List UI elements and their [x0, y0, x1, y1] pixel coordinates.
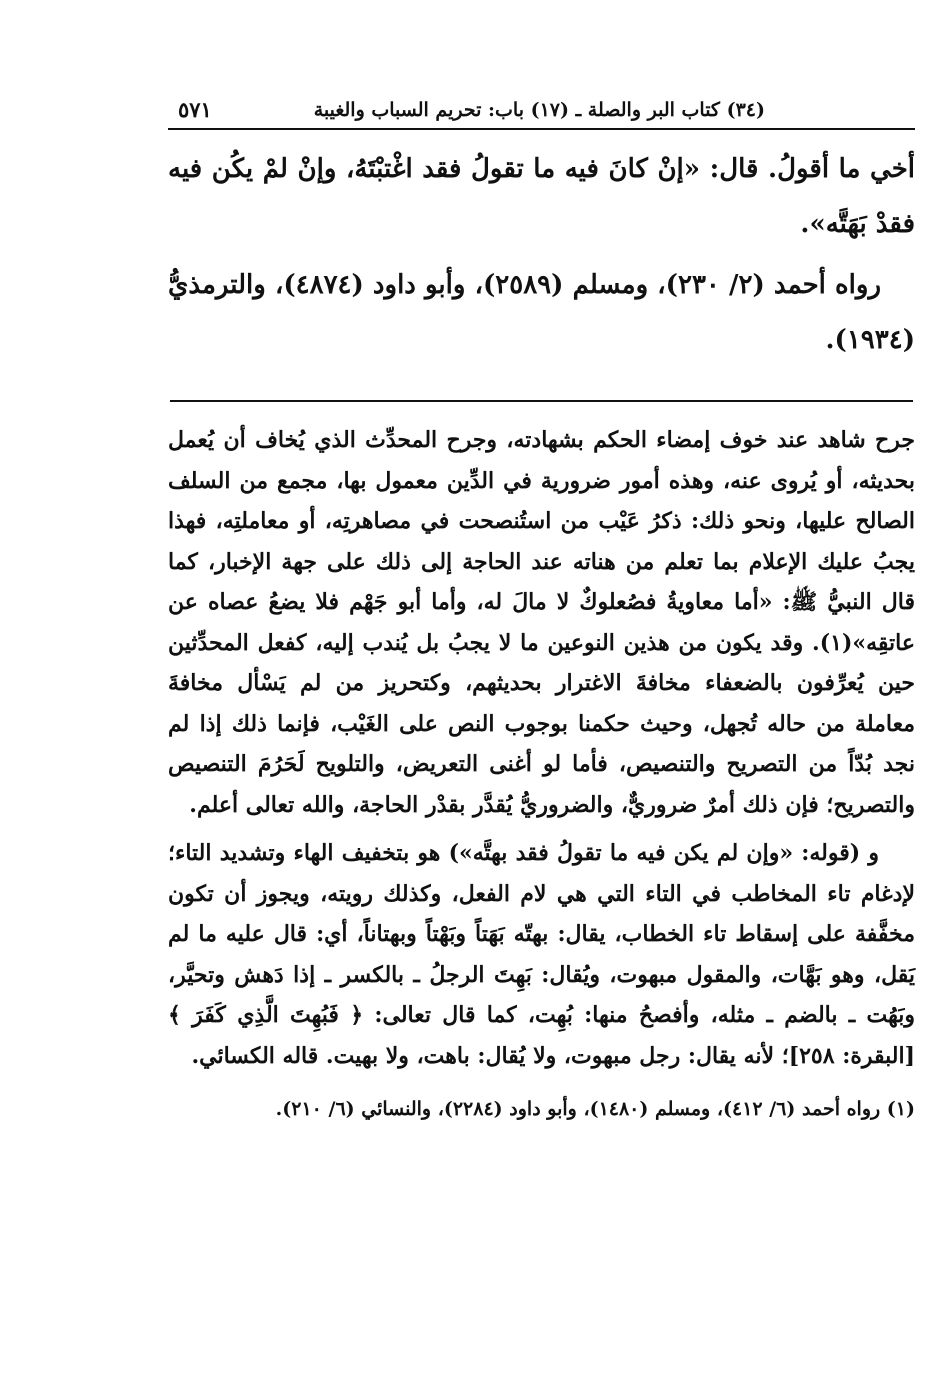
- commentary-paragraph-1: جرح شاهد عند خوف إمضاء الحكم بشهادته، وجرح المحدِّث الذي يُخاف أن يُعمل بحديثه، أو يُروى عنه، وهذه أمور ضرورية في الدِّين معمول بها، مجمع من السلف الصالح عليها، ونحو ذلك: ذكرُ عَيْب من استُنصحت في مصاهرتِه، أو معاملتِه، فهذا يجبُ عليك الإعلام بما تعلم من هناته عند الحاجة إلى ذلك على جهة الإخبار، كما قال النبيُّ ﷺ: «أما معاويةُ فصُعلوكٌ لا مالَ له، وأما أبو جَهْم فلا يضعُ عصاه عن عاتقِه»(١). وقد يكون من هذين النوعين ما لا يجبُ بل يُندب إليه، كفعل المحدِّثين حين يُعرِّفون بالضعفاء مخافةَ الاغترار بحديثهم، وكتحريز من لم يَسْأل مخافةَ معاملة من حاله تُجهل، وحيث حكمنا بوجوب النص على الغَيْب، فإنما ذلك إذا لم نجد بُدّاً من التصريح والتنصيص، فأما لو أغنى التعريض، والتلويح لَحَرُمَ التنصيص والتصريح؛ فإن ذلك أمرٌ ضروريٌّ، والضروريُّ يُقدَّر بقدْر الحاجة، والله تعالى أعلم.: [168, 427, 916, 818]
- running-header: [168, 92, 915, 130]
- hadith-reference: رواه أحمد (٢/ ٢٣٠)، ومسلم (٢٥٨٩)، وأبو داود (٤٨٧٤)، والترمذيُّ (١٩٣٤).: [168, 270, 915, 355]
- section-divider: [170, 400, 913, 402]
- page-number: ٥٧١: [178, 97, 212, 122]
- hadith-text-block: [168, 142, 915, 368]
- commentary-block: [168, 420, 915, 1076]
- footnote: (١) رواه أحمد (٦/ ٤١٢)، ومسلم (١٤٨٠)، وأبو داود (٢٢٨٤)، والنسائي (٦/ ٢١٠).: [275, 1098, 915, 1120]
- hadith-text: أخي ما أقولُ. قال: «إنْ كانَ فيه ما تقولُ فقد اغْتبْتَهُ، وإنْ لمْ يكُن فيه فقدْ بَهَتَّه».: [168, 154, 915, 239]
- commentary-paragraph-2: و (قوله: «وإن لم يكن فيه ما تقولُ فقد بهتَّه») هو بتخفيف الهاء وتشديد التاء؛ لإدغام تاء المخاطب في التاء التي هي لام الفعل، وكذلك رويته، ويجوز أن تكون مخفَّفة على إسقاط تاء الخطاب، يقال: بهتّه بَهَتاً وبَهْتاً وبهتاناً، أي: قال عليه ما لم يَقل، وهو بَهَّات، والمقول مبهوت، ويُقال: بَهِتَ الرجلُ ـ بالكسر ـ إذا دَهش وتحيَّر، وبَهُت ـ بالضم ـ مثله، وأفصحُ منها: بُهِت، كما قال تعالى: ﴿ فَبُهِتَ الَّذِي كَفَرَ ﴾ [البقرة: ٢٥٨]؛ لأنه يقال: رجل مبهوت، ولا يُقال: باهت، ولا بهيت. قاله الكسائي.: [168, 840, 915, 1069]
- chapter-title: (٣٤) كتاب البر والصلة ـ (١٧) باب: تحريم السباب والغيبة: [313, 99, 765, 121]
